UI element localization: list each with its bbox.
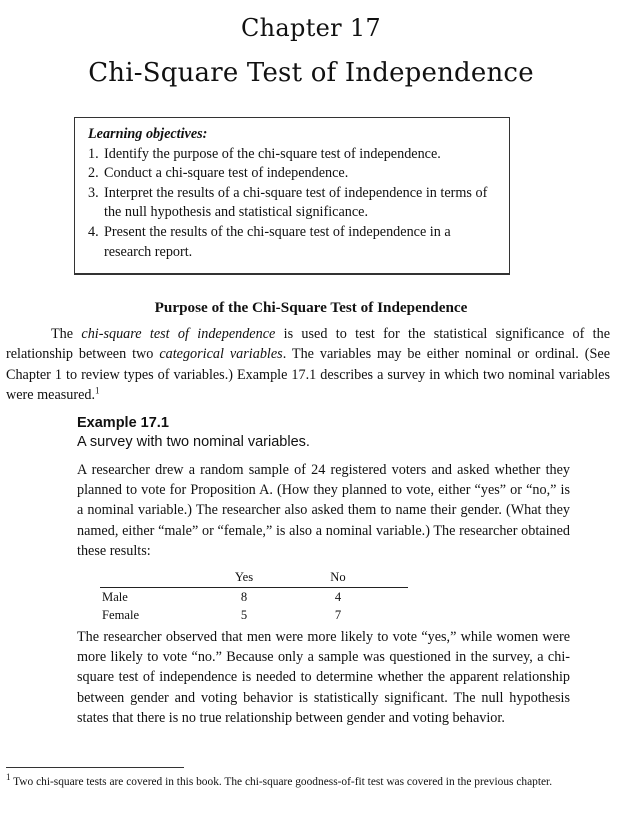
term-categorical-variables: categorical variables [159,346,283,363]
learning-objectives-box [74,117,510,275]
footnote [6,772,610,789]
example-paragraph-2: The researcher observed that men were more likely to vote “yes,” while women were more likely to vote “no.” Because only a sample was questioned in the survey, a chi-square test of independence is needed to determine whether the apparent relationship between gender and voting behavior is statistically significant. The null hypothesis states that there is no true relationship between gender and voting behavior. [77,629,570,726]
paragraph-text: The [51,326,82,342]
table-header-cell: No [330,569,346,584]
objectives-heading: Learning objectives: [88,126,208,142]
table-cell: 7 [334,607,342,622]
objective-item [88,223,497,262]
objective-item [88,184,497,223]
example-title: Example 17.1 [77,415,169,431]
objective-number: 4. [88,223,99,240]
table-cell: 5 [240,607,248,622]
objective-number: 2. [88,165,99,182]
table-header-cell: Yes [234,569,254,584]
objective-number: 3. [88,184,99,201]
objective-number: 1. [88,145,99,162]
example-paragraph-1: A researcher drew a random sample of 24 registered voters and asked whether they planned to vote for Proposition A. (How they planned to vote, either “yes” or “no,” is a nominal variable.) The researcher also asked them to name their gender. (What they named, either “male” or “female,” is also a nominal variable.) The researcher obtained these results: [77,462,570,559]
footnote-text: Two chi-square tests are covered in this book. The chi-square goodness-of-fit test was covered in the previous chapter. [10,776,553,788]
term-chi-square-test: chi-square test of independence [81,326,276,342]
results-table [100,567,408,624]
table-header-row [100,567,408,588]
purpose-paragraph [6,324,610,406]
objective-item [88,164,497,184]
chapter-number: Chapter 17 [241,14,381,42]
objective-text: Present the results of the chi-square test of independence in a research report. [104,223,451,260]
footnote-divider [6,767,184,768]
footnote-marker: 1 [6,772,11,783]
chapter-title: Chi-Square Test of Independence [88,58,534,88]
paragraph-text: . The variables may be either nominal or ordinal. (See Chapter 1 to review types of variables.) Example 17.1 describes a survey in which two nominal variables were measured. [6,346,610,404]
example-subtitle: A survey with two nominal variables. [77,434,310,450]
table-row [100,588,408,606]
paragraph-text: is used to test for the statistical significance of the relationship between two [6,326,611,363]
section-heading: Purpose of the Chi-Square Test of Independence [154,299,468,316]
table-cell: 8 [240,589,248,604]
footnote-reference[interactable]: 1 [95,385,100,396]
table-cell: 4 [334,589,342,604]
objective-item [88,145,497,165]
table-cell: Female [102,607,140,622]
objective-text: Identify the purpose of the chi-square test of independence. [104,145,441,162]
objective-text: Interpret the results of a chi-square test of independence in terms of the null hypothesis and statistical significance. [104,184,488,221]
objective-text: Conduct a chi-square test of independence. [104,165,349,182]
table-row [100,606,408,624]
table-cell: Male [102,589,128,604]
